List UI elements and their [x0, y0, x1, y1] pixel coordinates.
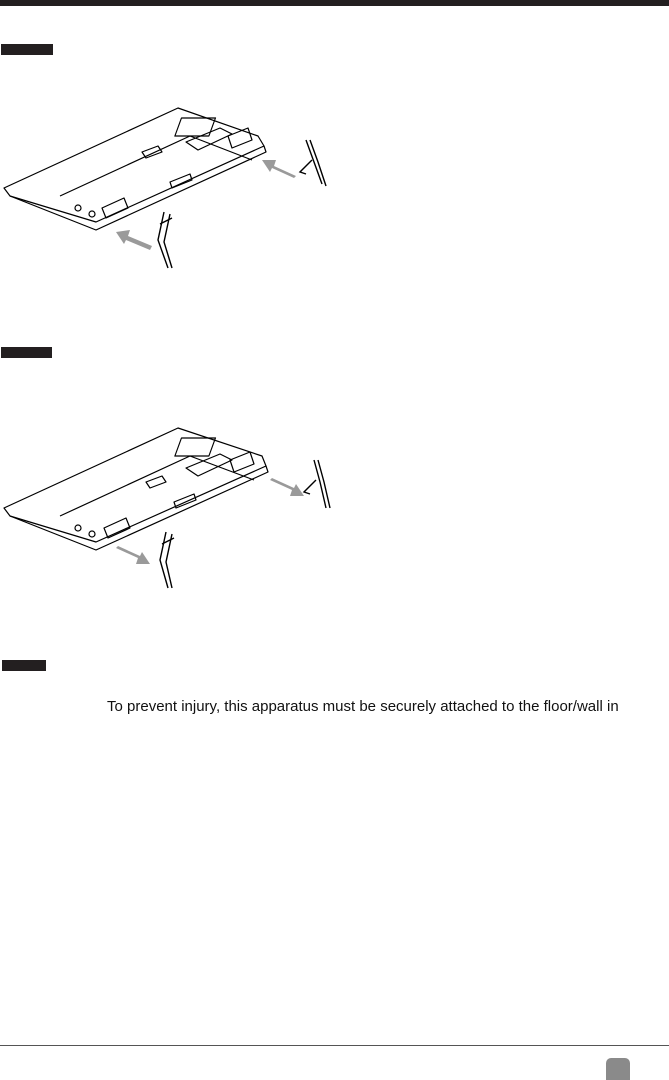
tv-bottom-edge	[10, 466, 268, 550]
tv-stand-remove-diagram	[0, 420, 340, 600]
section-heading-tab-2	[1, 347, 52, 358]
section-heading-tab-3	[2, 660, 46, 671]
tv-rear-panel	[60, 136, 252, 196]
label-plate	[142, 146, 162, 158]
stand-leg-left	[158, 212, 172, 268]
vent-right	[228, 128, 252, 148]
connector-block	[186, 128, 232, 150]
vent-left	[102, 198, 128, 218]
panel-detail	[170, 174, 192, 188]
page-number-badge	[606, 1058, 630, 1080]
stand-leg-right	[304, 460, 330, 508]
arrow-right	[270, 478, 304, 496]
tv-bottom-edge	[10, 146, 266, 230]
port-2	[89, 531, 95, 537]
vesa-mount	[175, 118, 216, 136]
tv-back-outline	[4, 108, 264, 222]
vesa-mount	[175, 438, 216, 456]
section-heading-tab-1	[1, 44, 53, 55]
stand-leg-left	[160, 532, 174, 588]
port-1	[75, 205, 81, 211]
vent-right	[230, 452, 254, 472]
port-2	[89, 211, 95, 217]
top-rule	[0, 0, 669, 6]
warning-text: To prevent injury, this apparatus must be securely attached to the floor/wall in	[107, 698, 619, 715]
port-1	[75, 525, 81, 531]
tv-stand-attach-diagram	[0, 100, 340, 280]
tv-back-outline	[4, 428, 266, 542]
bottom-rule	[0, 1045, 669, 1046]
arrow-left	[116, 546, 150, 564]
arrow-left	[116, 230, 152, 250]
arrow-right	[262, 160, 296, 178]
stand-leg-right	[300, 140, 326, 186]
label-plate	[146, 476, 166, 488]
